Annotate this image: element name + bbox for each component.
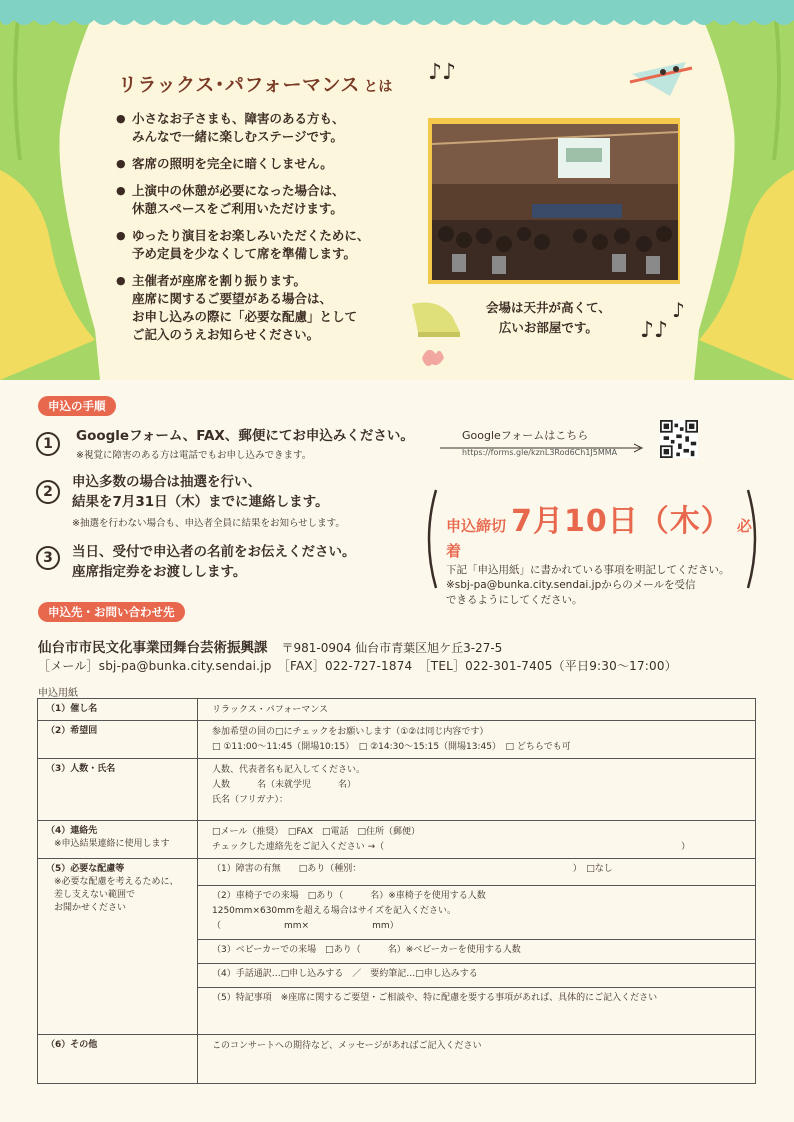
form-label-cell [38, 859, 198, 1034]
deadline-required: 必着 [446, 517, 752, 560]
contact-section-label: 申込先・お問い合わせ先 [38, 602, 185, 622]
intro-bullet: ● 小さなお子さまも、障害のある方も、 みんなで一緒に楽しむステージです。 [116, 110, 416, 146]
form-label: （2）希望回 [38, 721, 198, 758]
form-label: （4）連絡先 [46, 826, 98, 836]
google-form-url[interactable]: https://forms.gle/kznL3Rod6Ch1J5MMA [462, 448, 618, 457]
form-field-other[interactable]: このコンサートへの期待など、メッセージがあればご記入ください [212, 1041, 482, 1051]
photo-caption: 会場は天井が高くて、 広いお部屋です。 [486, 300, 611, 335]
intro-title-text: リラックス･パフォーマンス [118, 74, 360, 96]
form-row-contact [38, 821, 755, 859]
intro-title [118, 70, 393, 97]
form-label: （3）人数・氏名 [38, 759, 198, 820]
procedure-section-label: 申込の手順 [38, 396, 116, 416]
intro-panel [0, 0, 794, 380]
organization-address: 〒981-0904 仙台市青葉区旭ケ丘3-27-5 [281, 641, 503, 655]
qr-code-icon[interactable] [660, 420, 698, 458]
deadline-box [446, 496, 766, 608]
step-number: 1 [36, 432, 60, 456]
form-field-event[interactable]: リラックス・パフォーマンス [212, 705, 329, 715]
google-form-link[interactable]: Googleフォームはこちら [462, 429, 589, 442]
intro-bullet: ● 上演中の休憩が必要になった場合は、 休憩スペースをご利用いただけます。 [116, 182, 416, 218]
deadline-note: 下記「申込用紙」に書かれている事項を明記してください。 ※sbj-pa@bunka.city.sendai.jpからのメールを受信 できるようにしてください。 [446, 564, 730, 606]
form-label-note: ※必要な配慮を考えるために、 差し支えない範囲で お聞かせください [54, 877, 179, 913]
music-note-icon: ♪ [672, 298, 685, 322]
step-number: 3 [36, 546, 60, 570]
form-field-attendees[interactable]: 人数、代表者名も記入してください。 人数 名（未就学児 名） 氏名（フリガナ）： [212, 765, 366, 805]
form-field-special-notes[interactable]: （5）特記事項 ※座席に関するご要望・ご相談や、特に配慮を要する事項があれば、具体的にご記入ください [212, 993, 658, 1003]
intro-bullet: ● 主催者が座席を割り振ります。 座席に関するご要望がある場合は、 お申し込みの際に「必要な配慮」として ご記入のうえお知らせください。 [116, 272, 416, 344]
application-form-table [37, 698, 756, 1084]
piano-icon [408, 296, 464, 372]
form-row-attendees [38, 759, 755, 821]
deadline-date: 7月10日（木） [511, 504, 732, 539]
organization-name: 仙台市市民文化事業団舞台芸術振興課 [38, 640, 268, 656]
intro-bullet-list [116, 110, 416, 353]
step-text: 申込多数の場合は抽選を行い、 結果を7月31日（木）までに連絡します。 [72, 474, 329, 510]
form-field-disability[interactable]: （1）障害の有無 □あり（種別： ） □なし [198, 859, 755, 886]
intro-bullet: ● ゆったり演目をお楽しみいただくために、 予め定員を少なくして席を準備します。 [116, 227, 416, 263]
valance-scallop-decoration [0, 12, 794, 34]
form-field-session[interactable]: 参加希望の回の□にチェックをお願いします（①②は同じ内容です） □ ①11:00～11:45（開場10:15） □ ②14:30～15:15（開場13:45） □ どちらでも可 [212, 727, 571, 752]
step-text: 当日、受付で申込者の名前をお伝えください。 座席指定券をお渡しします。 [72, 544, 356, 580]
form-row-session [38, 721, 755, 759]
form-label: （1）催し名 [38, 699, 198, 720]
music-note-icon: ♪♪ [428, 60, 457, 85]
form-row-accommodations [38, 859, 755, 1035]
music-note-icon: ♪♪ [640, 318, 669, 343]
organization-line [38, 636, 502, 656]
step-note: ※視覚に障害のある方は電話でもお申し込みできます。 [76, 450, 312, 461]
contact-details: ［メール］sbj-pa@bunka.city.sendai.jp ［FAX］022-727-1874 ［TEL］022-301-7405（平日9:30～17:00） [38, 659, 677, 673]
curtain-left-decoration [0, 0, 100, 380]
deadline-label: 申込締切 [446, 517, 507, 535]
form-row-other [38, 1035, 755, 1083]
form-field-interpretation[interactable]: （4）手話通訳…□申し込みする ／ 要約筆記…□申し込みする [198, 964, 755, 988]
tambourine-icon [626, 52, 696, 102]
intro-bullet: ● 客席の照明を完全に暗くしません。 [116, 155, 416, 173]
step-number: 2 [36, 480, 60, 504]
curtain-right-decoration [694, 0, 794, 380]
intro-title-suffix: とは [363, 79, 393, 95]
form-field-wheelchair[interactable]: （2）車椅子での来場 □あり（ 名）※車椅子を使用する人数 1250mm×630mmを超える場合はサイズを記入ください。 （ mm× mm） [198, 886, 755, 940]
step-text: Googleフォーム、FAX、郵便にてお申込みください。 [76, 428, 414, 444]
form-field-contact[interactable]: □メール（推奨） □FAX □電話 □住所（郵便） チェックした連絡先をご記入ください →（ ） [212, 827, 691, 852]
venue-photo [432, 124, 678, 280]
form-field-stroller[interactable]: （3）ベビーカーでの来場 □あり（ 名）※ベビーカーを使用する人数 [198, 940, 755, 964]
form-title: 申込用紙 [38, 688, 78, 699]
form-row-event [38, 699, 755, 721]
form-label-note: ※申込結果連絡に使用します [54, 839, 170, 849]
step-note: ※抽選を行わない場合も、申込者全員に結果をお知らせします。 [72, 518, 345, 529]
form-label: （5）必要な配慮等 [46, 864, 125, 874]
form-label: （6）その他 [38, 1035, 198, 1083]
form-label-cell [38, 821, 198, 858]
